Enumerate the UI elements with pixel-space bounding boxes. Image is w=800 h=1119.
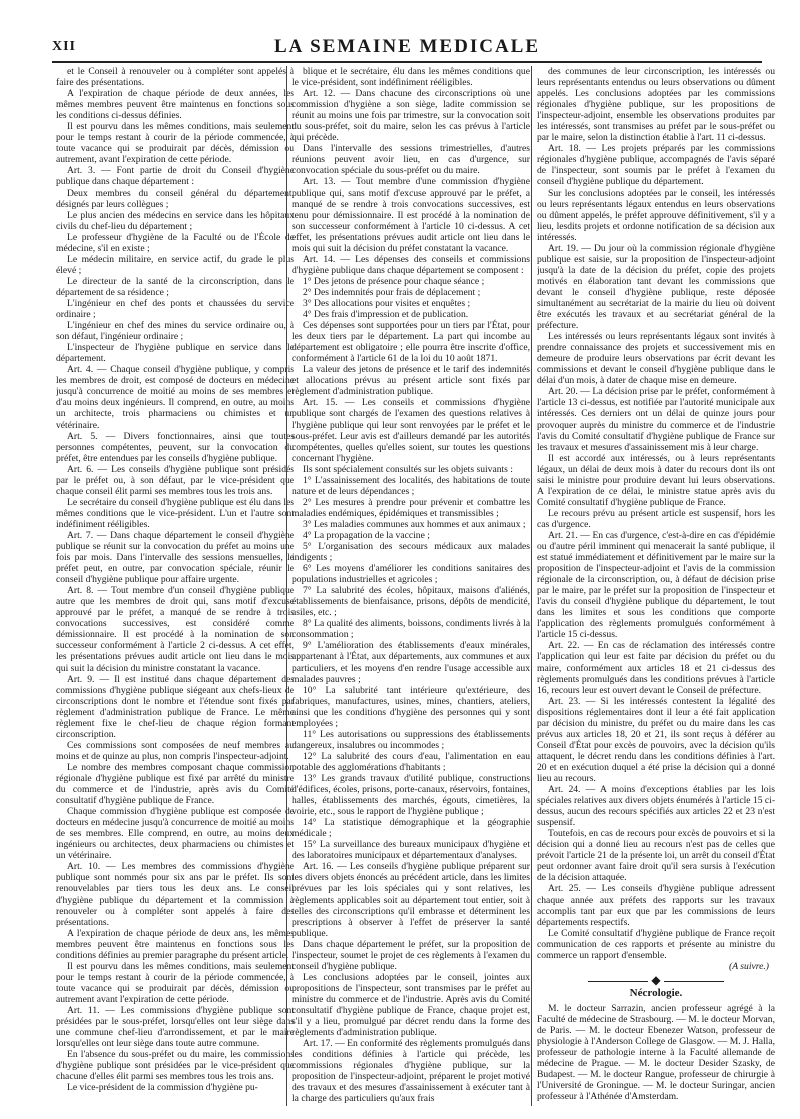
paragraph: Art. 13. — Tout membre d'une commission d'hygiène publique qui, sans motif d'excuse approuvé par le préfet, a manqué de se rendre à trois convocations successives, est tenu pour démissionnaire. Il est procédé à la nomination de son successeur conformément à l'article 10 ci-dessus. A cet effet, les présentations prévues audit article ont lieu dans le mois qui suit la décision du préfet constatant la vacance.: [292, 176, 530, 254]
paragraph: Art. 10. — Les membres des commissions d'hygiène publique sont nommés pour six ans par le préfet. Ils sont renouvelables par tiers tous les deux ans. Le conseil d'hygiène publique du département et la commission à renouveler ou à compléter sont appelés à faire des présentations.: [56, 861, 294, 928]
paragraph: Art. 11. — Les commissions d'hygiène publique sont présidées par le sous-préfet, lorsqu'elles ont leur siège dans une commune chef-lieu d'arrondissement, et par le maire lorsqu'elles ont leur siège dans toute autre commune.: [56, 1004, 294, 1050]
paragraph: Art. 25. — Les conseils d'hygiène publique adressent chaque année aux préfets des rapports sur les travaux accomplis tant par eux que par les commissions de leurs départements respectifs.: [537, 883, 775, 928]
paragraph: 4° La propagation de la vaccine ;: [303, 529, 430, 541]
paragraph: Il est pourvu dans les mêmes conditions, mais seulement pour le temps restant à courir de la période commencée, à toute vacance qui se produirait par décès, démission ou autrement avant l'expiration de cette période.: [56, 960, 294, 1005]
paragraph: 14° La statistique démographique et la géographie médicale ;: [292, 817, 530, 840]
paragraph: Art. 3. — Font partie de droit du Conseil d'hygiène publique dans chaque département :: [56, 165, 294, 188]
paragraph: Art. 18. — Les projets préparés par les commissions régionales d'hygiène publique, accompagnés de l'avis séparé de l'inspecteur, sont soumis par le préfet à l'examen du conseil d'hygiène publique du département.: [537, 143, 775, 188]
paragraph: En l'absence du sous-préfet ou du maire, les commissions d'hygiène publique sont présidées par le vice-président que chacune d'elles élit parmi ses membres tous les trois ans.: [56, 1049, 294, 1083]
paragraph: Art. 21. — En cas d'urgence, c'est-à-dire en cas d'épidémie ou d'autre péril imminent qui menacerait la santé publique, il est statué immédiatement et définitivement par le maire sur la proposition de l'inspecteur-adjoint et l'avis de la commission régionale de la circonscription, ou, à défaut de décision prise par le maire, par le préfet sur la proposition de l'inspecteur et l'avis du conseil d'hygiène publique du département, le tout dans les limites et sous les conditions que comporte l'application des règlements promulgués conformément à l'article 15 ci-dessus.: [537, 529, 775, 641]
paragraph: Art. 17. — En conformité des règlements promulgués dans les conditions définies à l'article qui précède, les commissions régionales d'hygiène publique, sur la proposition de l'inspecteur-adjoint, préparent le projet motivé des travaux et des mesures d'assainissement à exécuter tant à la charge des particuliers qu'aux frais: [292, 1038, 530, 1105]
paragraph: La valeur des jetons de présence et le tarif des indemnités et allocations prévus au présent article sont fixés par règlement d'administration publique.: [292, 364, 530, 398]
paragraph: 9° L'amélioration des établissements d'eaux minérales, appartenant à l'État, aux départements, aux communes et aux particuliers, et les moyens d'en rendre l'usage accessible aux malades pauvres ;: [292, 640, 530, 685]
paragraph: 15° La surveillance des bureaux municipaux d'hygiène et des laboratoires municipaux et départementaux d'analyses.: [292, 839, 530, 862]
paragraph: Les intéressés ou leurs représentants légaux sont invités à prendre connaissance des projets et successivement mis en demeure de produire leurs observations par écrit devant les commissions et devant le conseil d'hygiène publique dans le délai d'un mois, à dater de chaque mise en demeure.: [537, 331, 775, 387]
paragraph: Le plus ancien des médecins en service dans les hôpitaux civils du chef-lieu du département ;: [56, 209, 294, 232]
paragraph: Ces dépenses sont supportées pour un tiers par l'État, pour les deux tiers par le département. La part qui incombe au département est obligatoire ; elle pourra être inscrite d'office, conformément à l'article 61 de la loi du 10 août 1871.: [292, 320, 530, 365]
paragraph: 12° La salubrité des cours d'eau, l'alimentation en eau potable des agglomérations d'habitants ;: [292, 750, 530, 773]
paragraph: L'ingénieur en chef des ponts et chaussées du service ordinaire ;: [56, 297, 294, 321]
paragraph: Art. 22. — En cas de réclamation des intéressés contre l'application qui leur est faite par décision du préfet ou du maire, conformément aux articles 18 et 21 ci-dessus des règlements promulgués dans les conditions prévues à l'article 16, recours leur est ouvert devant le Conseil de préfecture.: [537, 640, 775, 696]
paragraph: 10° La salubrité tant intérieure qu'extérieure, des fabriques, manufactures, usines, mines, chantiers, ateliers, ainsi que les conditions d'hygiène des personnes qui y sont employées ;: [292, 684, 530, 729]
paragraph: Toutefois, en cas de recours pour excès de pouvoirs et si la décision qui a donné lieu au recours n'est pas de celles que prévoit l'article 21 de la présente loi, un arrêt du conseil d'État peut ordonner avant faire droit qu'il sera sursis à l'exécution de la décision attaquée.: [537, 828, 775, 884]
paragraph: des communes de leur circonscription, les intéressés ou leurs représentants entendus ou leurs observations ou dûment appelés. Les conclusions adoptées par les commissions régionales d'hygiène publique, sur les propositions de l'inspecteur-adjoint, ensemble les observations produites par les intéressés, sont transmises au préfet par le sous-préfet ou par le maire, selon la distinction établie à l'art. 11 ci-dessus.: [537, 66, 775, 144]
paragraph: Ils sont spécialement consultés sur les objets suivants :: [303, 463, 513, 475]
paragraph: 7° La salubrité des écoles, hôpitaux, maisons d'aliénés, établissements de bienfaisance, prisons, dépôts de mendicité, asiles, etc. ;: [292, 585, 530, 619]
paragraph: blique et le secrétaire, élu dans les mêmes conditions que le vice-président, sont indéfiniment rééligibles.: [292, 66, 530, 89]
text-column-1: [56, 66, 294, 1106]
paragraph: Art. 6. — Les conseils d'hygiène publique sont présidés par le préfet ou, à son défaut, par le vice-président que chaque conseil élit parmi ses membres tous les trois ans.: [56, 463, 294, 497]
paragraph: Art. 5. — Divers fonctionnaires, ainsi que toutes personnes compétentes, peuvent, sur la convocation du préfet, être entendues par les conseils d'hygiène publique.: [56, 430, 294, 464]
paragraph: Dans chaque département le préfet, sur la proposition de l'inspecteur, soumet le projet de ces règlements à l'examen du conseil d'hygiène publique.: [292, 938, 530, 972]
paragraph: 4° Des frais d'impression et de publication.: [303, 309, 469, 321]
paragraph: 6° Les moyens d'améliorer les conditions sanitaires des populations industrielles et agricoles ;: [292, 563, 530, 586]
paragraph: 11° Les autorisations ou suppressions des établissements dangereux, insalubres ou incommodes ;: [292, 728, 530, 751]
paragraph: 2° Des indemnités pour frais de déplacement ;: [303, 286, 481, 298]
paragraph: L'inspecteur de l'hygiène publique en service dans le département.: [56, 342, 294, 365]
paragraph: 8° La qualité des aliments, boissons, condiments livrés à la consommation ;: [292, 618, 530, 641]
page-number: XII: [52, 39, 77, 54]
paragraph: A l'expiration de chaque période de deux ans, les mêmes membres peuvent être maintenus en fonctions sous les conditions définies au premier paragraphe du présent article.: [56, 927, 294, 961]
paragraph: Les conclusions adoptées par le conseil, jointes aux propositions de l'inspecteur, sont transmises par le préfet au ministre du commerce et de l'industrie. Après avis du Comité consultatif d'hygiène publique de France, chaque projet est, s'il y a lieu, promulgué par décret rendu dans la forme des règlements d'administration publique.: [292, 971, 530, 1039]
text-column-3: [537, 66, 775, 1106]
journal-title: LA SEMAINE MEDICALE: [273, 36, 541, 57]
paragraph: Le professeur d'hygiène de la Faculté ou de l'École de médecine, s'il en existe ;: [56, 231, 294, 254]
paragraph: Art. 15. — Les conseils et commissions d'hygiène publique sont chargés de l'examen des questions relatives à l'hygiène publique qui leur sont renvoyées par le préfet et le sous-préfet. Leur avis est d'ailleurs demandé par les autorités compétentes, quelles qu'elles soient, sur toutes les questions concernant l'hygiène.: [292, 397, 530, 464]
paragraph: Le Comité consultatif d'hygiène publique de France reçoit communication de ces rapports et présente au ministre du commerce un rapport d'ensemble.: [537, 927, 775, 961]
paragraph: Art. 9. — Il est institué dans chaque département des commissions d'hygiène publique siégeant aux chefs-lieux de circonscriptions dont le nombre et l'étendue sont fixés par règlement d'administration publique de France. Le même règlement fixe le chef-lieu de chaque région formant circonscription.: [56, 673, 294, 740]
paragraph: Le secrétaire du conseil d'hygiène publique est élu dans les mêmes conditions que le vice-président. L'un et l'autre sont indéfiniment rééligibles.: [56, 496, 294, 530]
diamond-ornament-icon: ◆: [651, 972, 661, 987]
paragraph: et le Conseil à renouveler ou à compléter sont appelés à faire des présentations.: [56, 66, 294, 89]
text-column-2: [292, 66, 530, 1106]
paragraph: Le médecin militaire, en service actif, du grade le plus élevé ;: [56, 253, 294, 276]
necrology-heading: Nécrologie.: [629, 986, 683, 999]
paragraph: Le recours prévu au présent article est suspensif, hors les cas d'urgence.: [537, 507, 775, 530]
paragraph: Art. 4. — Chaque conseil d'hygiène publique, y compris les membres de droit, est composé de docteurs en médecine jusqu'à concurrence de moitié au moins de ses membres et d'au moins deux ingénieurs. Il comprend, en outre, au moins un architecte, trois pharmaciens ou chimistes et un vétérinaire.: [56, 364, 294, 431]
paragraph: Art. 24. — A moins d'exceptions établies par les lois spéciales relatives aux divers objets énumérés à l'article 15 ci-dessus, aucun des recours spécifiés aux articles 22 et 23 n'est suspensif.: [537, 784, 775, 829]
paragraph: Il est pourvu dans les mêmes conditions, mais seulement pour le temps restant à courir de la période commencée, à toute vacance qui se produirait par décès, démission ou autrement, avant l'expiration de cette période.: [56, 121, 294, 166]
paragraph: 1° L'assainissement des localités, des habitations de toute nature et de leurs dépendances ;: [292, 474, 530, 497]
paragraph: Art. 20. — La décision prise par le préfet, conformément à l'article 13 ci-dessus, est notifiée par l'autorité municipale aux intéressés. Ces derniers ont un délai de quinze jours pour provoquer auprès du ministre du commerce et de l'industrie l'avis du Comité consultatif d'hygiène publique de France sur les travaux et mesures d'assainissement mis à leur charge.: [537, 386, 775, 453]
paragraph: Le vice-président de la commission d'hygiène pu-: [67, 1082, 258, 1094]
paragraph: Art. 23. — Si les intéressés contestent la légalité des dispositions réglementaires dont il leur a été fait application par décision du ministre, du préfet ou du maire dans les cas prévus aux articles 18, 20 et 21, ils sont reçus à déférer au Conseil d'État pour excès de pouvoirs, avec la décision qu'ils attaquent, le décret rendu dans les conditions définies à l'art. 20 et en exécution duquel a été prise la décision qui a donné lieu au recours.: [537, 695, 775, 784]
paragraph: 13° Les grands travaux d'utilité publique, constructions d'édifices, écoles, prisons, porte-canaux, réservoirs, fontaines, halles, établissements des marchés, égouts, cimetières, la voirie, etc., sous le rapport de l'hygiène publique ;: [292, 773, 530, 818]
necrology-text: M. le docteur Sarrazin, ancien professeur agrégé à la Faculté de médecine de Strasbourg. — M. le docteur Morvan, de Paris. — M. le docteur Ebenezer Watson, professeur de physiologie à l'Anderson College de Glasgow. — M. J. Halla, professeur de pathologie interne à la Faculté allemande de médecine de Prague. — M. le docteur Desider Szasky, de Budapest. — M. le docteur Rangue, professeur de chirurgie à l'Université de Groningue. — M. le docteur Suringar, ancien professeur à l'Athénée d'Amsterdam.: [537, 1002, 775, 1103]
paragraph: Sur les conclusions adoptées par le conseil, les intéressés ou leurs représentants légaux entendus en leurs observations ou dûment appelés, le préfet approuve définitivement, s'il y a lieu, lesdits projets et ordonne notification de sa décision aux intéressés.: [537, 187, 775, 243]
paragraph: Art. 14. — Les dépenses des conseils et commissions d'hygiène publique dans chaque département se composent :: [292, 253, 530, 276]
paragraph: 3° Des allocations pour visites et enquêtes ;: [303, 297, 471, 309]
continued-note: (A suivre.): [729, 960, 769, 972]
paragraph: 3° Les maladies communes aux hommes et aux animaux ;: [303, 518, 526, 530]
paragraph: Art. 8. — Tout membre d'un conseil d'hygiène publique autre que les membres de droit qui, sans motif d'excuse approuvé par le préfet, a manqué de se rendre à trois convocations successives, est considéré comme démissionnaire. Il est procédé à la nomination de son successeur conformément à l'article 2 ci-dessus. A cet effet, les présentations prévues audit article ont lieu dans le mois qui suit la décision du ministre constatant la vacance.: [56, 585, 294, 674]
header-rule: [52, 61, 762, 63]
paragraph: Il est accordé aux intéressés, ou à leurs représentants légaux, un délai de deux mois à dater du recours dont ils ont saisi le ministre pour produire devant lui leurs observations. A l'expiration de ce délai, le ministre statue après avis du Comité consultatif d'hygiène publique de France.: [537, 452, 775, 508]
column-3-body: [537, 66, 775, 961]
paragraph: Chaque commission d'hygiène publique est composée de docteurs en médecine jusqu'à concurrence de moitié au moins de ses membres. Elle comprend, en outre, au moins deux ingénieurs ou architectes, deux pharmaciens ou chimistes et un vétérinaire.: [56, 806, 294, 862]
paragraph: Art. 12. — Dans chacune des circonscriptions où une commission d'hygiène a son siège, ladite commission se réunit au moins une fois par trimestre, sur la convocation soit du sous-préfet, soit du maire, selon les cas prévus à l'article qui précède.: [292, 88, 530, 144]
paragraph: Art. 7. — Dans chaque département le conseil d'hygiène publique se réunit sur la convocation du préfet au moins une fois par mois. Dans l'intervalle des sessions mensuelles, le préfet peut, en outre, par convocation spéciale, réunir le conseil d'hygiène publique pour affaire urgente.: [56, 529, 294, 586]
paragraph: 5° L'organisation des secours médicaux aux malades indigents ;: [292, 541, 530, 564]
column-divider: [286, 66, 287, 1106]
paragraph: Dans l'intervalle des sessions trimestrielles, d'autres réunions peuvent avoir lieu, en cas d'urgence, sur convocation spéciale du sous-préfet ou du maire.: [292, 143, 530, 177]
page-header: [52, 36, 762, 58]
paragraph: L'ingénieur en chef des mines du service ordinaire ou, à son défaut, l'ingénieur ordinaire ;: [56, 320, 294, 343]
paragraph: Le nombre des membres composant chaque commission régionale d'hygiène publique est fixé par arrêté du ministre du commerce et de l'industrie, après avis du Comité consultatif d'hygiène publique de France.: [56, 761, 294, 807]
paragraph: Deux membres du conseil général du département, désignés par leurs collègues ;: [56, 187, 294, 210]
section-ornament: [537, 972, 775, 987]
paragraph: Le directeur de la santé de la circonscription, dans le département de sa résidence ;: [56, 275, 294, 298]
paragraph: 1° Des jetons de présence pour chaque séance ;: [303, 275, 485, 287]
paragraph: Ces commissions sont composées de neuf membres au moins et de quinze au plus, non compris l'inspecteur-adjoint.: [56, 739, 294, 762]
paragraph: Art. 19. — Du jour où la commission régionale d'hygiène publique est saisie, sur la proposition de l'inspecteur-adjoint jusqu'à la date de la décision du préfet, copie des projets motivés en élaboration tant devant les commissions que devant le conseil d'hygiène publique, reste déposée simultanément au secrétariat de la mairie du lieu où doivent être exécutés les travaux et au secrétariat général de la préfecture.: [537, 242, 775, 332]
paragraph: A l'expiration de chaque période de deux années, les mêmes membres peuvent être maintenus en fonctions sous les conditions ci-dessus définies.: [56, 88, 294, 122]
paragraph: Art. 16. — Les conseils d'hygiène publique préparent sur les divers objets énoncés au précédent article, dans les limites prévues par les lois spéciales qui y sont relatives, les règlements applicables soit au département tout entier, soit à telles des circonscriptions qu'il embrasse et déterminent les prescriptions à observer à l'effet de préserver la santé publique.: [292, 861, 530, 939]
column-divider: [531, 66, 532, 1106]
paragraph: 2° Les mesures à prendre pour prévenir et combattre les maladies endémiques, épidémiques et transmissibles ;: [292, 496, 530, 519]
